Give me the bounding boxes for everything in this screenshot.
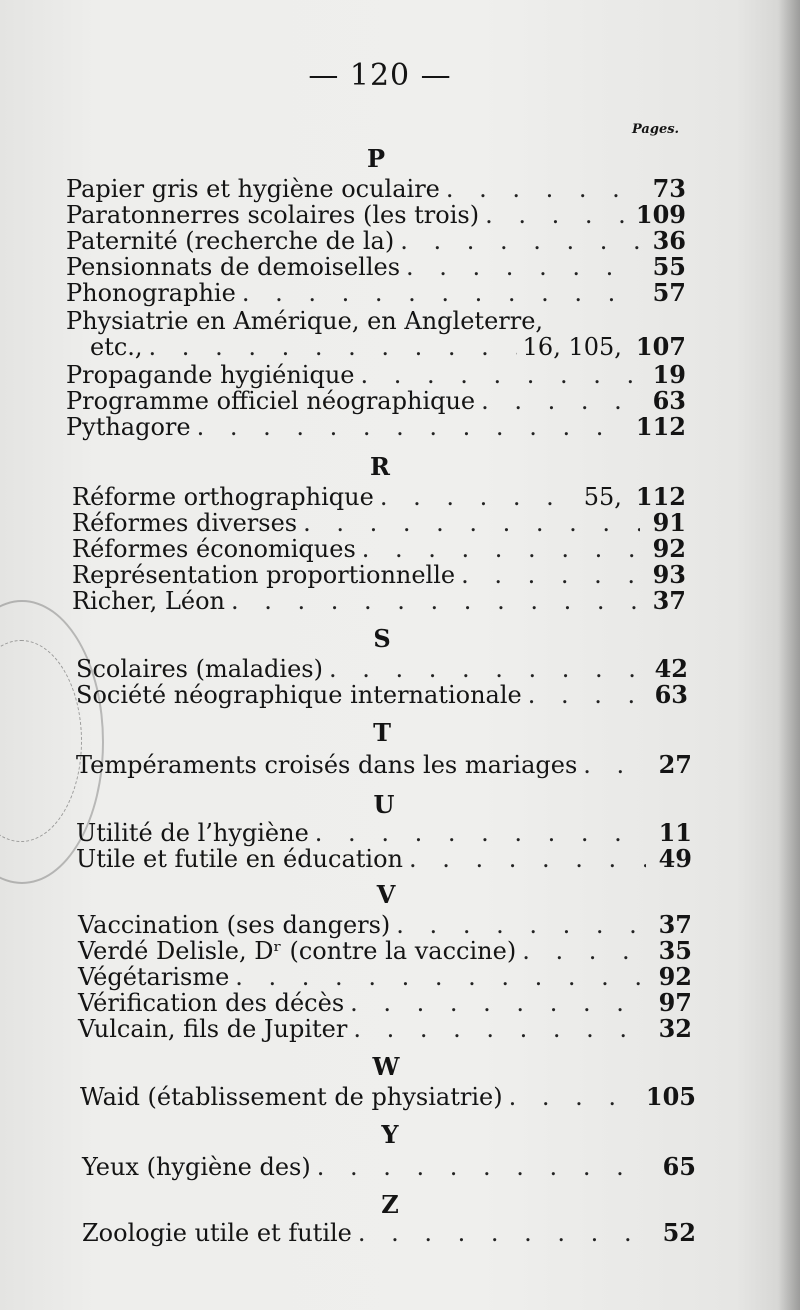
index-entry [66, 362, 686, 388]
entry-label: Vérification des décès [78, 989, 345, 1017]
entry-page: 93 [652, 560, 686, 589]
index-entry [82, 1220, 696, 1246]
page-edge-shadow [778, 0, 800, 1310]
entry-page: 19 [652, 360, 686, 389]
entry-label: Utilité de l’hygiène [76, 819, 309, 847]
section-letter-t: T [373, 718, 391, 747]
leader-dots [380, 484, 578, 510]
index-entry [76, 682, 688, 708]
section-letter-w: W [372, 1052, 400, 1081]
leader-dots [522, 938, 646, 964]
entry-label: Société néographique internationale [76, 681, 522, 709]
leader-dots [360, 362, 640, 388]
index-entry [78, 964, 692, 990]
entry-label: Programme officiel néographique [66, 387, 476, 415]
index-entry [66, 280, 686, 306]
leader-dots [485, 202, 630, 228]
index-entry [72, 588, 686, 614]
entry-page: 35 [658, 936, 692, 965]
leader-dots [353, 1016, 646, 1042]
entry-page: 11 [658, 818, 692, 847]
leader-dots [197, 414, 630, 440]
leader-dots [583, 752, 646, 778]
entry-page: 57 [652, 278, 686, 307]
index-entry [76, 656, 688, 682]
entry-page: 52 [662, 1218, 696, 1247]
section-letter-y: Y [381, 1120, 399, 1149]
entry-page: 91 [652, 508, 686, 537]
index-entry [66, 202, 686, 228]
index-entry [66, 228, 686, 254]
leader-dots [481, 388, 640, 414]
entry-label: Réformes diverses [72, 509, 298, 537]
index-entry [78, 938, 692, 964]
index-entry [78, 912, 692, 938]
index-entry [72, 562, 686, 588]
entry-label: Réformes économiques [72, 535, 356, 563]
entry-label: Yeux (hygiène des) [82, 1153, 311, 1181]
leader-dots [149, 334, 517, 360]
entry-page: 92 [652, 534, 686, 563]
entry-label: Zoologie utile et futile [82, 1219, 352, 1247]
leader-dots [350, 990, 646, 1016]
section-letter-s: S [373, 624, 391, 653]
entry-page: 63 [652, 386, 686, 415]
entry-label: Végétarisme [78, 963, 230, 991]
entry-extra-pages: 16, 105, [522, 333, 622, 361]
entry-page: 37 [658, 910, 692, 939]
entry-label: Phonographie [66, 279, 236, 307]
index-entry [66, 254, 686, 280]
entry-label: Réforme orthographique [72, 483, 374, 511]
section-letter-r: R [370, 452, 390, 481]
leader-dots [358, 1220, 650, 1246]
page-number: — 120 — [308, 58, 452, 93]
entry-page: 73 [652, 174, 686, 203]
entry-label: Richer, Léon [72, 587, 225, 615]
entry-label: Paternité (recherche de la) [66, 227, 395, 255]
entry-page: 49 [658, 844, 692, 873]
section-letter-v: V [376, 880, 396, 909]
entry-page: 65 [662, 1152, 696, 1181]
entry-label: Scolaires (maladies) [76, 655, 323, 683]
entry-page: 32 [658, 1014, 692, 1043]
entry-page: 36 [652, 226, 686, 255]
entry-page: 63 [654, 680, 688, 709]
entry-label: Vulcain, fils de Jupiter [78, 1015, 348, 1043]
index-entry [78, 1016, 692, 1042]
entry-page: 105 [645, 1082, 696, 1111]
leader-dots [235, 964, 646, 990]
index-entry [76, 820, 692, 846]
entry-label: Pensionnats de demoiselles [66, 253, 401, 281]
leader-dots [509, 1084, 640, 1110]
entry-page: 55 [652, 252, 686, 281]
leader-dots [406, 254, 640, 280]
leader-dots [446, 176, 640, 202]
index-entry [76, 846, 692, 872]
entry-page: 112 [635, 412, 686, 441]
leader-dots [528, 682, 642, 708]
entry-page: 37 [652, 586, 686, 615]
entry-page: 92 [658, 962, 692, 991]
index-entry [90, 334, 686, 360]
entry-page: 112 [635, 482, 686, 511]
leader-dots [231, 588, 640, 614]
leader-dots [461, 562, 640, 588]
entry-label: Utile et futile en éducation [76, 845, 403, 873]
index-entry [66, 414, 686, 440]
entry-label: Paratonnerres scolaires (les trois) [66, 201, 480, 229]
entry-label-continued: etc., [90, 333, 143, 361]
leader-dots [329, 656, 642, 682]
index-entry [82, 1154, 696, 1180]
entry-page: 42 [654, 654, 688, 683]
section-letter-z: Z [381, 1190, 399, 1219]
entry-label: Représentation proportionnelle [72, 561, 456, 589]
leader-dots [303, 510, 640, 536]
leader-dots [317, 1154, 650, 1180]
entry-label: Waid (établissement de physiatrie) [80, 1083, 503, 1111]
index-entry [66, 388, 686, 414]
entry-page: 97 [658, 988, 692, 1017]
pages-column-label: Pages. [632, 122, 680, 137]
leader-dots [362, 536, 640, 562]
section-letter-p: P [366, 144, 386, 173]
index-entry [66, 176, 686, 202]
entry-label: Propagande hygiénique [66, 361, 355, 389]
entry-extra-pages: 55, [583, 483, 622, 511]
index-entry [72, 536, 686, 562]
entry-label: Verdé Delisle, Dʳ (contre la vaccine) [78, 937, 517, 965]
entry-label-multiline: Physiatrie en Amérique, en Angleterre, [66, 307, 544, 335]
index-entry [80, 1084, 696, 1110]
index-entry [78, 990, 692, 1016]
section-letter-u: U [373, 790, 395, 819]
entry-page: 27 [658, 750, 692, 779]
index-entry [76, 752, 692, 778]
entry-page: 107 [635, 332, 686, 361]
leader-dots [400, 228, 640, 254]
leader-dots [242, 280, 640, 306]
index-entry [72, 484, 686, 510]
entry-page: 109 [635, 200, 686, 229]
index-entry [72, 510, 686, 536]
entry-label: Papier gris et hygiène oculaire [66, 175, 440, 203]
leader-dots [315, 820, 646, 846]
entry-label: Vaccination (ses dangers) [78, 911, 391, 939]
leader-dots [409, 846, 646, 872]
leader-dots [396, 912, 646, 938]
entry-label: Tempéraments croisés dans les mariages [76, 751, 578, 779]
entry-label: Pythagore [66, 413, 191, 441]
